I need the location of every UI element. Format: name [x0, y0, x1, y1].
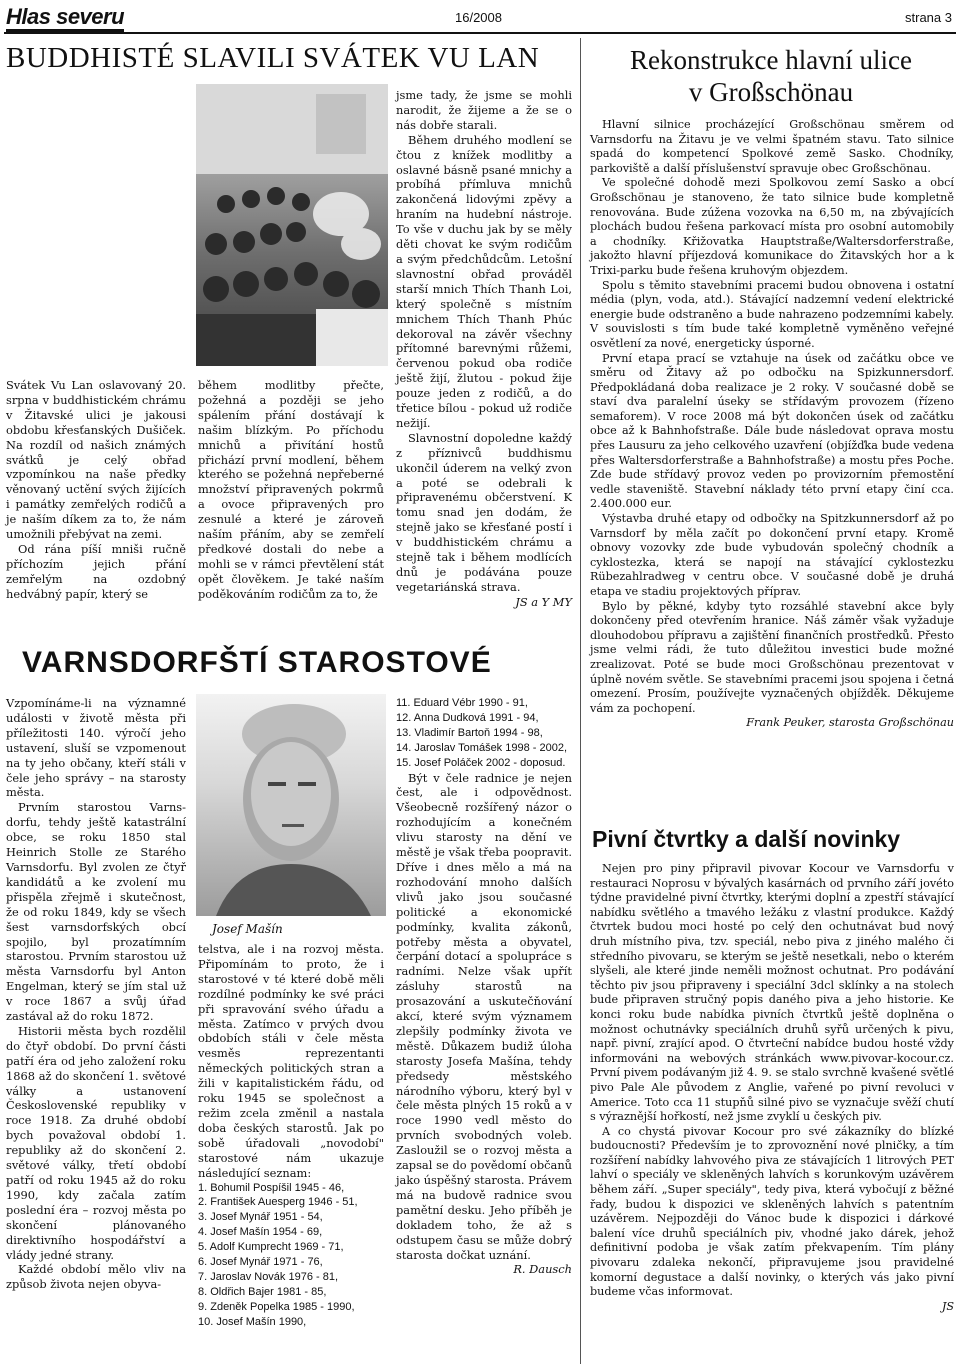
paragraph: Během druhého modlení se čtou z knížek modlitby a oslavné básně psané mnichy a probíhá přímluva mnichů zakončená lidovými zpěvy a hraním na hudební nástroje. To vše v duchu jak by se měly děti chovat ke svým rodičům a svým předchůdcům. Letošní slavnostní obřad prováděl starší mnich Thích Thanh Loi, který společně s místním mnichem Thích Thanh Phúc dekoroval na závěr všechny přítomné barevnými růžemi, červenou pokud oba rodiče ještě žijí, žlutou - pokud žije pouze jeden z rodičů, a do třetice bílou - pokud už rodiče nežijí. — [396, 132, 572, 430]
mayor-list-item: 3. Josef Mynář 1951 - 54, — [198, 1211, 323, 1224]
newspaper-logo: Hlas severu — [6, 4, 124, 30]
beer-headline: Pivní čtvrtky a další novinky — [592, 826, 901, 852]
paragraph: Hlavní silnice procházející Großschönau směrem od Varnsdorfu na Žitavu je ve velmi špatném stavu. Tato silnice spadá do kompetencí Spolkové země Sasko. Chodníky, parkoviště a další příslušenství spravuje obec Großschönau. — [590, 118, 954, 175]
portrait-illustration — [196, 694, 386, 916]
paragraph: Slavnostní dopoledne každý z příznivců buddhismu ukončil úderem na velký zvon a poté se odebrali k připravenému občerstvení. K tomu snad jen dodám, že stejně jako se křesťané postí i v buddhistickém chrámu a stejně tak i během modlících dnů je podávána pouze vegetariánská strava. — [396, 430, 572, 594]
paragraph: Od rána píší mniši ručně příchozím jejich přání zemřelým na ozdobný hedvábný papír, který se — [6, 541, 186, 601]
temple-ceremony-photo — [196, 84, 388, 366]
buddhists-column-1 — [6, 378, 186, 602]
column-divider — [580, 38, 581, 1364]
paragraph: Spolu s těmito stavebními pracemi budou obnovena i ostatní média (plyn, voda, atd.). Stávající nadzemní vedení elektrické energie bude odstraněno a bude nahrazeno podzemními kabely. V souvislosti s tím bude také kompletně vyměněno veřejné osvětlení za nové, energeticky úsporné. — [590, 278, 954, 350]
josef-masin-portrait — [196, 694, 386, 916]
crowd-illustration — [196, 84, 388, 366]
mayor-list-item: 4. Josef Mašín 1954 - 69, — [198, 1226, 323, 1239]
paragraph: Být v čele radnice je nejen čest, ale i odpovědnost. Všeobecně rozšířený názor o rozhodujícím a konečném vlivu starosty na dění ve městě je však třeba poopravit. Dříve i dnes mělo a má na rozhodování mnoho dalších vlivů jako jsou současné politické a ekonomické podmínky, kvalita zákonů, potřeby města a obyvatel, čerpání dotací a spolupráce s radními. Nelze však upřít zásluhy starostů na prosazování a uskutečňování akcí, které svým významem zlepšily podmínky života ve městě. Důkazem budiž úloha starosty Josefa Mašína, tehdy předsedy městského národního výboru, který byl v čele města plných 15 roků a v roce 1990 vedl město do prvních svobodných voleb. Zasloužil se o rozvoj města a zapsal se do povědomí občanů jako úspěšný starosta. Právem má na budově radnice svou pamětní desku. Jeho příběh je dokladem toho, že až s odstupem času se může dobrý starosta dočkat uznání. — [396, 770, 573, 1262]
paragraph: První etapa prací se vztahuje na úsek od začátku obce ve směru od Žitavy až po odbočku na Spizkunnersdorf. Předpokládaná doba realizace je 2 roky. V současné době se staví dva paralelní úseky se střídavým provozem (řízeno semaforem). V roce 2008 má být dokončen úsek od začátku obce až k Bahnhofstraße. Dále bude následovat oprava mostu přes Lausuru za jeho celkového uzavření (objížďka bude vedena přes Waltersdorferstraße a Bahnhofstraße) a mostu přes Poche. Zde bude střídavý provoz veden po provizorním přemostění vedle staveniště. Stavební náklady této první etapy činí cca. 2.400.000 eur. — [590, 351, 954, 511]
headline-line-2: v Großschönau — [688, 77, 854, 107]
paragraph: Bylo by pěkné, kdyby tyto rozsáhlé stavební akce byly dokončeny před otevřením hranice. Náš záměr však vyžaduje dlouhodobou přípravu a zajištění finančních prostředků. Přesto jsme velmi rádi, že tuto důležitou investici bude možné zrealizovat. Poté se bude moci Großschönau prezentovat v úplně novém světle. Se stavebními pracemi jsou spojena i četná omezení. Prosím, používejte vyznačených objížděk. Děkujeme vám za pochopení. — [590, 599, 954, 715]
mayor-list-item: 7. Jaroslav Novák 1976 - 81, — [198, 1270, 339, 1283]
mayor-list-item: 13. Vladimír Bartoň 1994 - 98, — [396, 726, 543, 739]
buddhists-column-2 — [198, 378, 384, 602]
signature: JS a Y MY — [515, 594, 572, 609]
paragraph: Vzpomínáme-li na významné události v životě města při příležitosti 140. výročí jeho ustavení, sluší se vzpomenout na ty jeho občany, kteří stáli v čele jeho správy – na starosty města. — [6, 696, 186, 800]
paragraph: jsme tady, že jsme se mohli narodit, že žijeme a že se o nás dobře starali. — [396, 88, 572, 132]
mayor-list-item: 6. Josef Mynář 1971 - 76, — [198, 1256, 323, 1269]
mayor-list-item: 2. František Auesperg 1946 - 51, — [198, 1196, 358, 1209]
beer-body — [590, 862, 954, 1314]
headline-line-1: Rekonstrukce hlavní ulice — [630, 45, 912, 75]
mayor-list-item: 1. Bohumil Pospíšil 1945 - 46, — [198, 1181, 345, 1194]
mayor-list-item: 12. Anna Dudková 1991 - 94, — [396, 711, 539, 724]
mayors-column-3 — [396, 696, 572, 1277]
mayor-list-item: 9. Zdeněk Popelka 1985 - 1990, — [198, 1300, 355, 1313]
paragraph: A co chystá pivovar Kocour pro své zákazníky do blízké budoucnosti? Především je to zprovoznění nové plničky, a tím rozšíření nabídky lahvového piva ze stávajících 1 litrových PET lahví o speciály ve skleněných lahvích s korunkovým uzávěrem během září. „Super speciály", tedy piva, která vybočují z běžné řady, budou k dispozici ve skleněných lahvích s patentním uzávěrem. Nejpozději do Vánoc bude k dispozici i dárkové balení více druhů speciálních piv, vhodné jako dárek, jehož definitivní podoba je však zatím překvapením. Tím plány pivovaru zdaleka nekončí, připravujeme jsou pravidelné komorní degustace a další novinky, o kterých vás jako pivní budeme včas informovat. — [590, 1124, 954, 1299]
paragraph: telstva, ale i na rozvoj města. Připomínám to proto, že i starostové v té které době měli rozdílné podmínky ke své práci při spravování svého úřadu a města. Zatímco v prvých dvou obdobích stáli v čele města vesměs reprezentanti německých politických stran a žili v kapitalistickém řádu, od roku 1945 se společnost a režim zcela změnil a nastala doba českých starostů. Jak po sobě úřadovali „novodobí" starostové nám ukazuje následující seznam: — [198, 942, 384, 1180]
issue-number: 16/2008 — [455, 10, 502, 25]
signature: R. Dausch — [513, 1262, 572, 1277]
paragraph: Historii města bych rozdělil do čtyř období. Do první části patří éra od jeho založení roku 1868 až do skončení 1. světové války a ustanovení Československé republiky v roce 1918. Za druhé období bych považoval období 1. republiky až do skončení 2. světové války, třetí období patří od roku 1945 až do roku 1990, kdy začala zatím poslední éra – rozvoj města po skončení plánovaného direktivního hospodářství a vlády jedné strany. — [6, 1023, 186, 1262]
paragraph: Svátek Vu Lan oslavovaný 20. srpna v buddhistickém chrámu v Žitavské ulici je jakousi obdobu křesťanských Dušiček. Na rozdíl od našich známých svátků je celý obřad vzpomínkou na naše předky věnovaný uctění svých žijících i památky zemřelých rodičů a je naším díkem za to, že nám umožnili přebývat na zemi. — [6, 378, 186, 542]
mayor-list-item: 8. Oldřich Bajer 1981 - 85, — [198, 1285, 327, 1298]
photo-caption: Josef Mašín — [212, 922, 283, 936]
signature: Frank Peuker, starosta Großschönau — [746, 716, 954, 730]
signature: JS — [941, 1299, 954, 1313]
mayor-list-item: 10. Josef Mašín 1990, — [198, 1315, 307, 1328]
mayors-headline: VARNSDORFŠTÍ STAROSTOVÉ — [22, 646, 492, 679]
mayor-list-item: 11. Eduard Vébr 1990 - 91, — [396, 697, 528, 709]
mayor-list-item: 5. Adolf Kumprecht 1969 - 71, — [198, 1241, 344, 1254]
page-number: strana 3 — [905, 10, 952, 25]
buddhists-column-3 — [396, 88, 572, 610]
buddhists-headline: BUDDHISTÉ SLAVILI SVÁTEK VU LAN — [6, 42, 540, 74]
reconstruction-headline — [588, 44, 954, 108]
mayor-list-item: 15. Josef Poláček 2002 - doposud. — [396, 756, 566, 769]
mayor-list-item: 14. Jaroslav Tomášek 1998 - 2002, — [396, 741, 568, 754]
mayors-column-2 — [198, 942, 384, 1330]
paragraph: Nejen pro piny připravil pivovar Kocour ve Varnsdorfu v restauraci Noprosu v bývalých kasárnách od prvního září jovéto týdne pravidelné pivní čtvrtky, kterými doplní a zpestří stávající nabídku světlého a tmavého ležáku z vlastní produkce. Každý čtvrtek budou moci hosté po celý den ochutnávat bud nový druh místního piva, tzv. speciál, nebo piva z jiného malého či středního pivovaru, se kterým se ještě nesetkali, nebo o kterém slyšeli, ale které jinde neměli možnost ochutnat. Pro podávání těchto piv jsou připraveny i speciální 3dcl sklínky a na stolech bude připraven stručný popis daného piva a jeho historie. Ke konci roku bude nabídka pivních čtvrtků ještě doplněna o možnost ochutnávky speciálních druhů syřů určených k pivu, např. pivní, zrající apod. O čtvrteční nabídce budou hosté vždy informováni na webových stránkách www.pivovar-kocour.cz. První pivem podávaným již 4. 9. se stalo svrchně kvašené světlé pivo Pale Ale původem z Anglie, vařené po pivní revoluci v Americe. Toto cca 11 stupňů silné pivo se vyznačuje svěží chutí s výraznější hořkostí, než jsme zvyklí u českých piv. — [590, 862, 954, 1124]
paragraph: během modlitby přečte, požehná a později se jeho spálením přání dostávají k našim blízkým. Po příchodu mnichů a přivítání hostů přichází první modlení, během kterého se požehná nepřeberné množství připravených pokrmů a ovoce připravených pro zesnulé a které je zároveň naším přáním, aby se zemřelí předkové dostali do nebe a mohli se v rámci převtělení stát opět člověkem. Je také naším poděkováním rodičům za to, že — [198, 378, 384, 601]
mayors-column-1 — [6, 696, 186, 1292]
paragraph: Ve společné dohodě mezi Spolkovou zemí Sasko a obcí Großschönau je stanoveno, že tato silnice bude kompletně renovována. Bude zúžena vozovka na 6,50 m, na zbývajících plochách budou řešena parkovací místa pro osobní automobily a chodníky. Křižovatka Hauptstraße/Waltersdorferstraße, jakožto hlavní příjezdová komunikace do Žitavských hor a k Trixi-parku bude řešena kruhovým objezdem. — [590, 176, 954, 277]
paragraph: Každé období mělo vliv na způsob života nejen obyva- — [6, 1262, 186, 1292]
header-rule — [4, 32, 956, 34]
reconstruction-body — [590, 118, 954, 731]
paragraph: Prvním starostou Varns- dorfu, tehdy ještě katastrální obce, se roku 1850 stal Heinrich Stolle ze Starého Varnsdorfu. Byl zvolen ze čtyř kandidátů a ke zvolení mu přispěla zřejmě i skutečnost, že od roku 1849, kdy se všech šest varnsdorfských obcí spojilo, byl prozatímním starostou. Prvním starostou už města Varnsdorfu byl Anton Engelman, který se jím stal už v roce 1867 a svůj úřad zastával až do roku 1872. — [6, 800, 186, 1024]
paragraph: Výstavba druhé etapy od odbočky na Spitzkunnersdorf až po Varnsdorf by měla začít po dokončení první etapy. Kromě obnovy vozovky zde bude vybudován společný chodník a cyklostezka, která se napojí na stávající cyklostezku Rübezahlradweg v centru obce. V současné době je druhá etapa ve stadiu projektových příprav. — [590, 512, 954, 598]
